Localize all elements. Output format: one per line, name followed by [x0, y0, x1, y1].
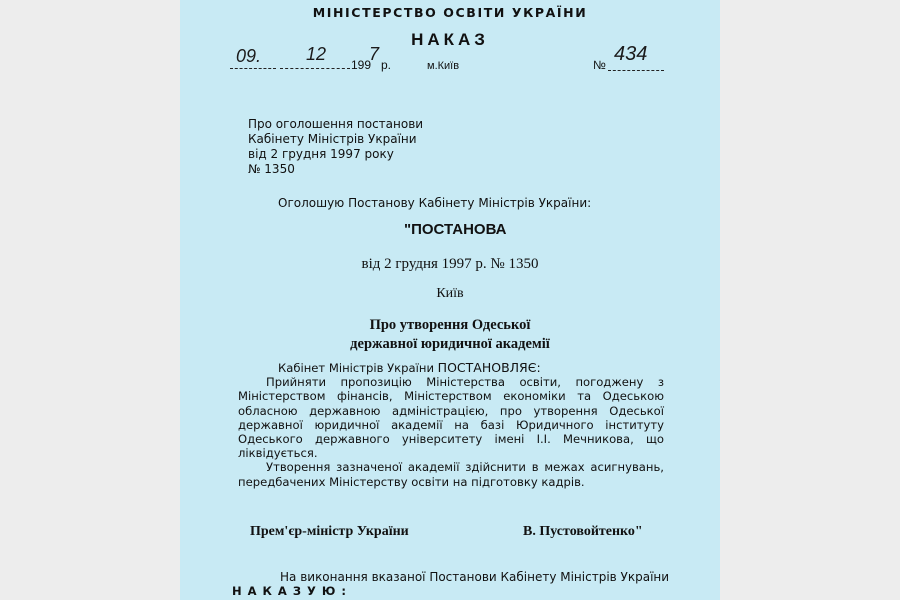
decree-prefix: Кабінет Міністрів України — [278, 361, 438, 375]
ministry-header: МІНІСТЕРСТВО ОСВІТИ УКРАЇНИ — [312, 5, 588, 20]
subject-line: № 1350 — [248, 162, 295, 176]
subject-line: від 2 грудня 1997 року — [248, 147, 394, 161]
subject-line: Кабінету Міністрів України — [248, 132, 417, 146]
order-number-handwritten: 434 — [614, 43, 648, 65]
resolution-heading-line1: Про утворення Одеської — [369, 317, 531, 333]
resolution-paragraph: Прийняти пропозицію Міністерства освіти, погоджену з Міністерством фінансів, Міністерством економіки та Одеською обласною державною адміністрацією, про утворення Одеської державної юридичної академії на базі Юридичного інституту Одеського державного університету імені І.І. Мечникова, що ліквідується. — [238, 375, 664, 461]
signer-name: В. Пустовойтенко" — [523, 524, 643, 539]
document-page — [180, 0, 720, 600]
date-month-underline — [280, 68, 350, 69]
signer-title: Прем'єр-міністр України — [250, 524, 409, 539]
resolution-date: від 2 грудня 1997 р. № 1350 — [361, 256, 539, 272]
resolution-body — [238, 361, 664, 489]
document-type-title: НАКАЗ — [411, 30, 489, 49]
place-label: м.Київ — [427, 60, 460, 72]
intro-text: Оголошую Постанову Кабінету Міністрів України: — [278, 196, 592, 210]
date-suffix: р. — [381, 58, 392, 72]
number-underline — [608, 70, 664, 71]
decree-line — [238, 361, 664, 375]
resolution-paragraph: Утворення зазначеної академії здійснити в межах асигнувань, передбачених Міністерству освіти на підготовку кадрів. — [238, 460, 664, 489]
resolution-heading-line2: державної юридичної академії — [350, 336, 550, 352]
subject-line: Про оголошення постанови — [248, 117, 424, 131]
date-year-printed: 199 — [351, 58, 372, 72]
number-label: № — [593, 58, 606, 72]
subject-block — [248, 117, 423, 177]
decree-word: ПОСТАНОВЛЯЄ: — [437, 360, 541, 375]
closing-line: На виконання вказаної Постанови Кабінету Міністрів України — [280, 570, 670, 584]
date-year-handwritten: 7 — [369, 44, 380, 64]
resolution-city: Київ — [436, 286, 464, 301]
date-day-handwritten: 09. — [236, 46, 262, 66]
closing-order-word: Н А К А З У Ю : — [232, 584, 347, 598]
date-day-underline — [230, 68, 276, 69]
resolution-title: "ПОСТАНОВА — [404, 221, 507, 238]
date-month-handwritten: 12 — [306, 44, 327, 64]
